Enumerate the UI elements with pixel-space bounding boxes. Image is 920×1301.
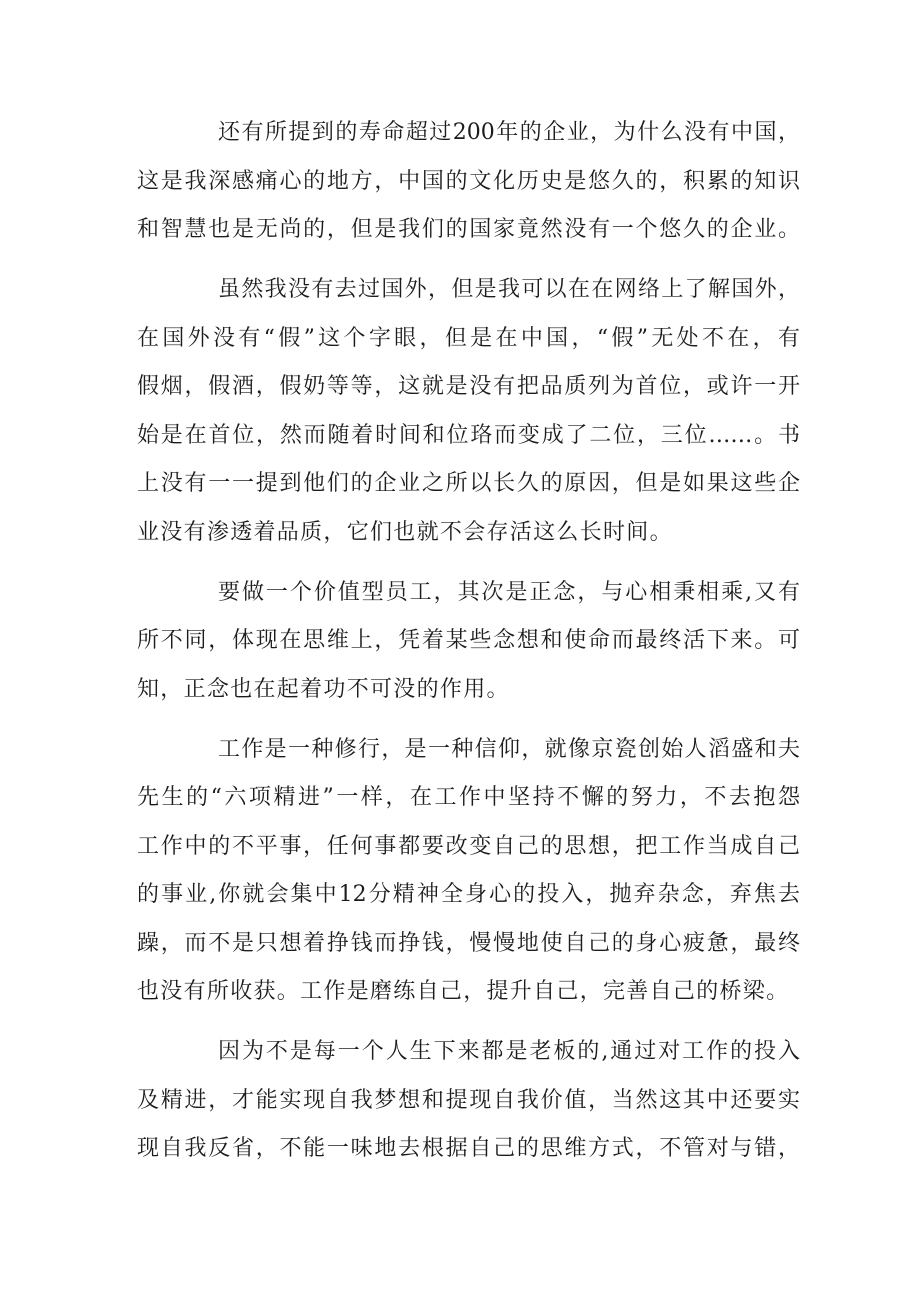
paragraph-line: 要做一个价值型员工，其次是正念，与心相秉相乘,又有 [218, 579, 800, 605]
paragraph-line: 知，正念也在起着功不可没的作用。 [137, 676, 510, 702]
paragraph-line: 上没有一一提到他们的企业之所以长久的原因，但是如果这些企 [137, 471, 800, 496]
paragraph-line: 工作中的不平事，任何事都要改变自己的思想，把工作当成自己 [137, 833, 800, 859]
paragraph-line: 假烟，假酒，假奶等等，这就是没有把品质列为首位，或许一开 [137, 374, 800, 399]
paragraph-line: 现自我反省，不能一味地去根据自己的思维方式，不管对与错， [137, 1136, 800, 1161]
paragraph-line: 因为不是每一个人生下来都是老板的,通过对工作的投入 [218, 1039, 800, 1064]
paragraph-line: 的事业,你就会集中12分精神全身心的投入，抛弃杂念，弃焦去 [137, 882, 800, 907]
paragraph-line: 始是在首位，然而随着时间和位珞而变成了二位，三位……。书 [137, 422, 800, 448]
paragraph-line: 也没有所收获。工作是磨练自己，提升自己，完善自己的桥梁。 [137, 979, 790, 1004]
paragraph-1 [137, 109, 800, 255]
paragraph-line: 先生的“六项精进”一样，在工作中坚持不懈的努力，不去抱怨 [137, 785, 800, 810]
paragraph-5 [137, 1028, 800, 1174]
paragraph-line: 还有所提到的寿命超过200年的企业，为什么没有中国， [218, 120, 800, 145]
paragraph-line: 所不同，体现在思维上，凭着某些念想和使命而最终活下来。可 [137, 628, 800, 653]
paragraph-3 [137, 569, 800, 715]
paragraph-line: 这是我深感痛心的地方，中国的文化历史是悠久的，积累的知识 [137, 168, 800, 194]
paragraph-line: 工作是一种修行，是一种信仰，就像京瓷创始人滔盛和夫 [218, 736, 800, 762]
paragraph-line: 和智慧也是无尚的，但是我们的国家竟然没有一个悠久的企业。 [137, 217, 800, 242]
paragraph-line: 在国外没有“假”这个字眼，但是在中国，“假”无处不在，有 [137, 325, 800, 351]
paragraph-line: 躁，而不是只想着挣钱而挣钱，慢慢地使自己的身心疲惫，最终 [137, 930, 800, 956]
paragraph-line: 虽然我没有去过国外，但是我可以在在网络上了解国外， [218, 277, 800, 302]
document-body [137, 109, 800, 1185]
paragraph-4 [137, 726, 800, 1017]
paragraph-line: 及精进，才能实现自我梦想和提现自我价值，当然这其中还要实 [137, 1087, 800, 1113]
paragraph-line: 业没有渗透着品质，它们也就不会存活这么长时间。 [137, 519, 673, 545]
paragraph-2 [137, 266, 800, 557]
